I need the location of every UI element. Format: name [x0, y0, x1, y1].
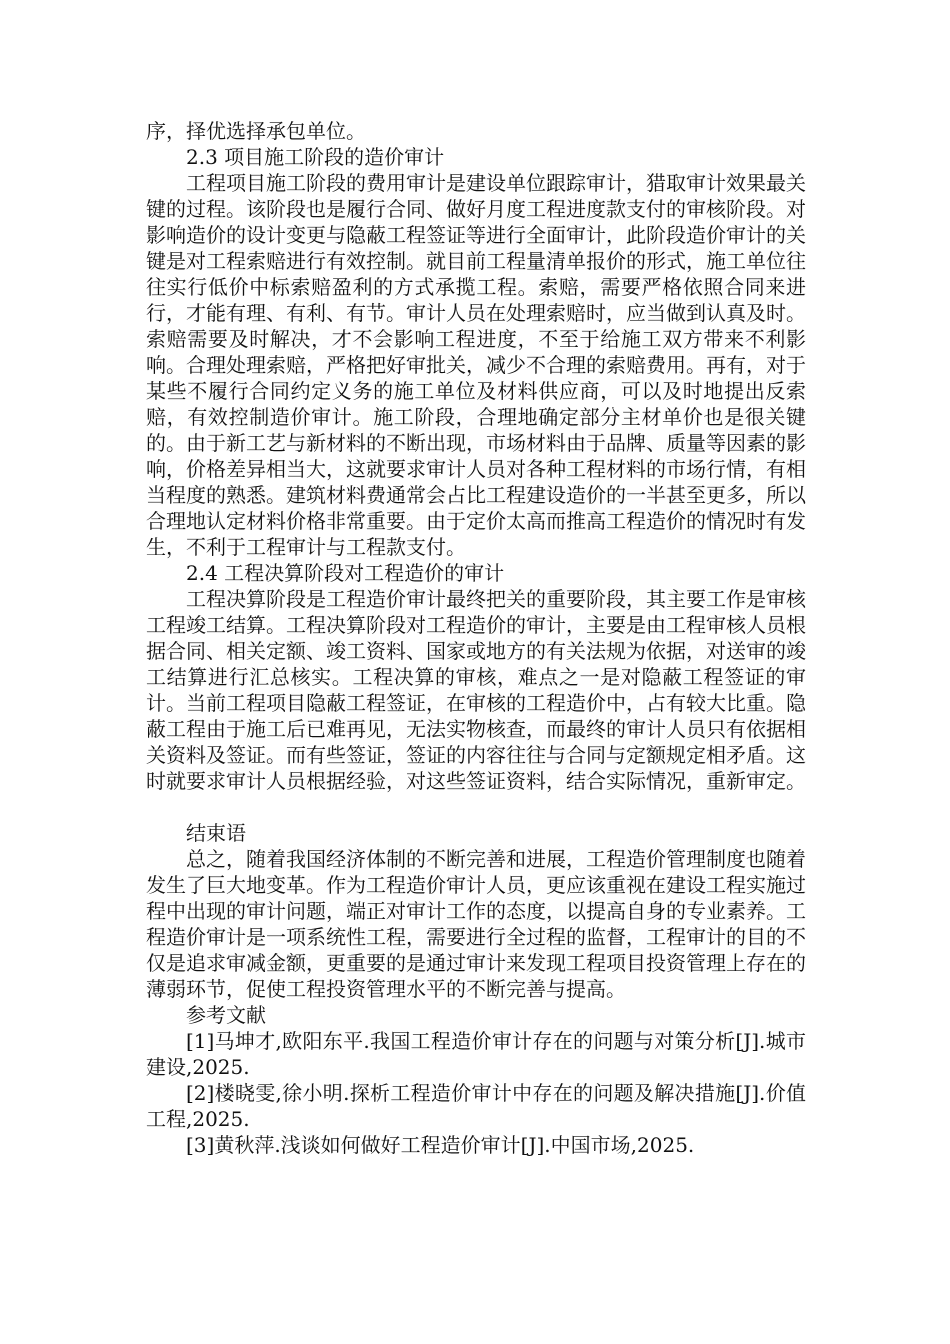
section-2-4-body: 工程决算阶段是工程造价审计最终把关的重要阶段，其主要工作是审核工程竣工结算。工程决算阶段对工程造价的审计，主要是由工程审核人员根据合同、相关定额、竣工资料、国家或地方的有关法规为依据，对送审的竣工结算进行汇总核实。工程决算的审核，难点之一是对隐蔽工程签证的审计。当前工程项目隐蔽工程签证，在审核的工程造价中，占有较大比重。隐蔽工程由于施工后已难再见，无法实物核查，而最终的审计人员只有依据相关资料及签证。而有些签证，签证的内容往往与合同与定额规定相矛盾。这时就要求审计人员根据经验，对这些签证资料，结合实际情况，重新审定。 — [146, 587, 806, 793]
reference-item: [3]黄秋萍.浅谈如何做好工程造价审计[J].中国市场,2025. — [186, 1133, 695, 1157]
section-2-3-title: 2.3 项目施工阶段的造价审计 — [186, 145, 445, 169]
reference-item: [1]马坤才,欧阳东平.我国工程造价审计存在的问题与对策分析[J].城市建设,2025. — [146, 1029, 806, 1079]
references-title: 参考文献 — [186, 1003, 266, 1027]
reference-list — [146, 1028, 806, 1158]
reference-item: [2]楼晓雯,徐小明.探析工程造价审计中存在的问题及解决措施[J].价值工程,2025. — [146, 1081, 806, 1131]
section-2-3-body: 工程项目施工阶段的费用审计是建设单位跟踪审计，猎取审计效果最关键的过程。该阶段也是履行合同、做好月度工程进度款支付的审核阶段。对影响造价的设计变更与隐蔽工程签证等进行全面审计，此阶段造价审计的关键是对工程索赔进行有效控制。就目前工程量清单报价的形式，施工单位往往实行低价中标索赔盈利的方式承揽工程。索赔，需要严格依照合同来进行，才能有理、有利、有节。审计人员在处理索赔时，应当做到认真及时。索赔需要及时解决，才不会影响工程进度，不至于给施工双方带来不利影响。合理处理索赔，严格把好审批关，减少不合理的索赔费用。再有，对于某些不履行合同约定义务的施工单位及材料供应商，可以及时地提出反索赔，有效控制造价审计。施工阶段，合理地确定部分主材单价也是很关键的。由于新工艺与新材料的不断出现，市场材料由于品牌、质量等因素的影响，价格差异相当大，这就要求审计人员对各种工程材料的市场行情，有相当程度的熟悉。建筑材料费通常会占比工程建设造价的一半甚至更多，所以合理地认定材料价格非常重要。由于定价太高而推高工程造价的情况时有发生，不利于工程审计与工程款支付。 — [146, 171, 806, 559]
conclusion-body: 总之，随着我国经济体制的不断完善和进展，工程造价管理制度也随着发生了巨大地变革。作为工程造价审计人员，更应该重视在建设工程实施过程中出现的审计问题，端正对审计工作的态度，以提高自身的专业素养。工程造价审计是一项系统性工程，需要进行全过程的监督，工程审计的目的不仅是追求审减金额，更重要的是通过审计来发现工程项目投资管理上存在的薄弱环节，促使工程投资管理水平的不断完善与提高。 — [146, 847, 806, 1001]
section-spacer — [146, 794, 806, 820]
document-page — [146, 118, 806, 1158]
section-2-4-title: 2.4 工程决算阶段对工程造价的审计 — [186, 561, 505, 585]
intro-fragment: 序，择优选择承包单位。 — [146, 119, 366, 143]
conclusion-title: 结束语 — [186, 821, 246, 845]
